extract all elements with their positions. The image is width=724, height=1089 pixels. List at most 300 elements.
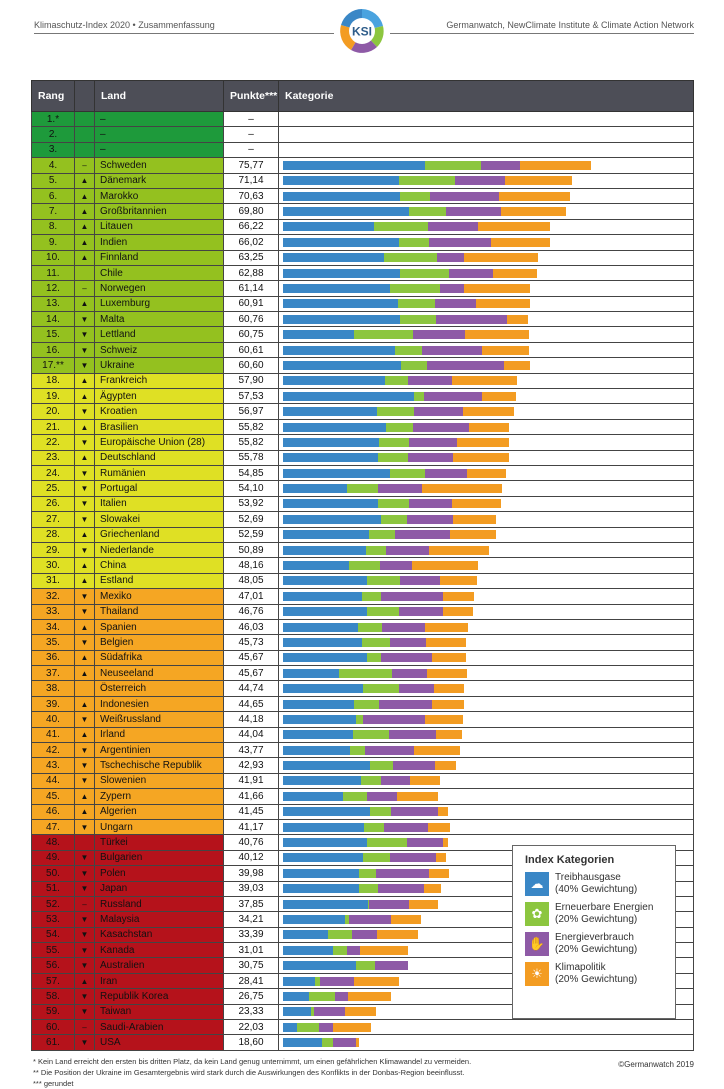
bar-treibhausgase	[283, 576, 367, 585]
score-cell: 55,82	[224, 419, 279, 434]
bar-klimapolitik	[520, 161, 591, 170]
score-cell: 70,63	[224, 188, 279, 203]
trend-cell: –	[75, 896, 95, 911]
rank-cell: 38.	[32, 681, 75, 696]
rank-cell: 8.	[32, 219, 75, 234]
bar-klimapolitik	[491, 238, 550, 247]
bar-treibhausgase	[283, 515, 381, 524]
category-bar	[283, 823, 693, 832]
bar-energieverbrauch	[409, 499, 452, 508]
country-cell: Slowakei	[95, 512, 224, 527]
category-bar	[283, 592, 693, 601]
cloud-icon: ☁	[525, 872, 549, 896]
score-cell: 18,60	[224, 1035, 279, 1050]
energy-hand-icon: ✋	[525, 932, 549, 956]
bar-klimapolitik	[426, 638, 466, 647]
table-header-row	[32, 81, 694, 112]
rank-cell: 47.	[32, 819, 75, 834]
footnote-3: *** gerundet	[33, 1079, 74, 1088]
category-bar-cell	[279, 804, 694, 819]
bar-erneuerbare	[374, 222, 428, 231]
table-row	[32, 465, 694, 480]
score-cell: 57,90	[224, 373, 279, 388]
rank-cell: 41.	[32, 727, 75, 742]
bar-klimapolitik	[457, 438, 509, 447]
rank-cell: 39.	[32, 696, 75, 711]
col-punkte: Punkte***	[224, 81, 279, 112]
category-bar	[283, 438, 693, 447]
trend-cell: ▲	[75, 619, 95, 634]
country-cell: Chile	[95, 265, 224, 280]
rank-cell: 29.	[32, 542, 75, 557]
category-bar	[283, 530, 693, 539]
bar-klimapolitik	[412, 561, 478, 570]
category-bar-cell	[279, 758, 694, 773]
score-cell: 26,75	[224, 989, 279, 1004]
bar-energieverbrauch	[408, 376, 452, 385]
trend-cell: ▲	[75, 573, 95, 588]
bar-energieverbrauch	[376, 869, 429, 878]
bar-erneuerbare	[398, 299, 435, 308]
bar-erneuerbare	[381, 515, 407, 524]
category-bar	[283, 746, 693, 755]
category-bar-cell	[279, 173, 694, 188]
bar-energieverbrauch	[390, 638, 426, 647]
trend-cell: ▲	[75, 188, 95, 203]
bar-treibhausgase	[283, 761, 370, 770]
bar-erneuerbare	[354, 330, 413, 339]
category-bar	[283, 161, 693, 170]
col-land: Land	[95, 81, 224, 112]
category-bar	[283, 115, 693, 124]
bar-treibhausgase	[283, 561, 349, 570]
category-bar-cell	[279, 235, 694, 250]
score-cell: 42,93	[224, 758, 279, 773]
category-bar	[283, 776, 693, 785]
bar-treibhausgase	[283, 161, 425, 170]
country-cell: China	[95, 558, 224, 573]
bar-energieverbrauch	[393, 761, 435, 770]
category-bar	[283, 1023, 693, 1032]
bar-erneuerbare	[386, 423, 413, 432]
score-cell: 37,85	[224, 896, 279, 911]
score-cell: 41,91	[224, 773, 279, 788]
country-cell: Japan	[95, 881, 224, 896]
score-cell: 71,14	[224, 173, 279, 188]
bar-erneuerbare	[353, 730, 389, 739]
bar-energieverbrauch	[455, 176, 505, 185]
category-bar	[283, 222, 693, 231]
table-row	[32, 558, 694, 573]
bar-klimapolitik	[464, 284, 530, 293]
bar-energieverbrauch	[314, 1007, 345, 1016]
rank-cell: 36.	[32, 650, 75, 665]
bar-erneuerbare	[395, 346, 422, 355]
bar-erneuerbare	[322, 1038, 333, 1047]
bar-energieverbrauch	[381, 592, 443, 601]
rank-cell: 26.	[32, 496, 75, 511]
bar-klimapolitik	[435, 761, 456, 770]
trend-cell: ▼	[75, 881, 95, 896]
rank-cell: 14.	[32, 312, 75, 327]
bar-treibhausgase	[283, 1038, 322, 1047]
table-row	[32, 789, 694, 804]
bar-klimapolitik	[452, 499, 501, 508]
bar-treibhausgase	[283, 284, 390, 293]
col-kategorie: Kategorie	[279, 81, 694, 112]
country-cell: Mexiko	[95, 589, 224, 604]
country-cell: Republik Korea	[95, 989, 224, 1004]
bar-treibhausgase	[283, 869, 359, 878]
bar-klimapolitik	[425, 623, 468, 632]
table-row	[32, 219, 694, 234]
rank-cell: 43.	[32, 758, 75, 773]
bar-klimapolitik	[432, 700, 464, 709]
bar-energieverbrauch	[422, 346, 482, 355]
score-cell: 60,60	[224, 358, 279, 373]
bar-energieverbrauch	[409, 438, 457, 447]
category-bar-cell	[279, 281, 694, 296]
bar-energieverbrauch	[449, 269, 493, 278]
legend-item	[525, 962, 675, 986]
trend-cell: ▼	[75, 866, 95, 881]
country-cell: Bulgarien	[95, 850, 224, 865]
category-bar	[283, 1038, 693, 1047]
category-bar	[283, 792, 693, 801]
trend-cell: ▲	[75, 204, 95, 219]
trend-cell: ▼	[75, 773, 95, 788]
bar-treibhausgase	[283, 253, 384, 262]
table-row	[32, 696, 694, 711]
legend-label-weight: (40% Gewichtung)	[555, 884, 638, 895]
score-cell: 39,98	[224, 866, 279, 881]
country-cell: Lettland	[95, 327, 224, 342]
bar-erneuerbare	[358, 623, 382, 632]
trend-cell: –	[75, 281, 95, 296]
table-row	[32, 142, 694, 157]
trend-cell: ▼	[75, 589, 95, 604]
rank-cell: 2.	[32, 127, 75, 142]
rank-cell: 56.	[32, 958, 75, 973]
bar-treibhausgase	[283, 792, 343, 801]
category-bar-cell	[279, 327, 694, 342]
bar-klimapolitik	[493, 269, 537, 278]
legend-item	[525, 932, 675, 956]
legend-label	[555, 902, 653, 926]
table-row	[32, 819, 694, 834]
rank-cell: 18.	[32, 373, 75, 388]
bar-klimapolitik	[360, 946, 408, 955]
header-right-text: Germanwatch, NewClimate Institute & Climate Action Network	[446, 20, 694, 30]
logo-text: KSI	[351, 24, 373, 39]
bar-treibhausgase	[283, 499, 378, 508]
trend-cell: ▼	[75, 712, 95, 727]
rank-cell: 20.	[32, 404, 75, 419]
rank-cell: 48.	[32, 835, 75, 850]
bar-treibhausgase	[283, 684, 363, 693]
category-bar	[283, 269, 693, 278]
bar-treibhausgase	[283, 915, 345, 924]
category-bar	[283, 761, 693, 770]
rank-cell: 23.	[32, 450, 75, 465]
rank-cell: 28.	[32, 527, 75, 542]
trend-cell: ▲	[75, 650, 95, 665]
legend-title: Index Kategorien	[525, 854, 615, 866]
bar-erneuerbare	[349, 561, 380, 570]
rank-cell: 10.	[32, 250, 75, 265]
table-row	[32, 296, 694, 311]
rank-cell: 12.	[32, 281, 75, 296]
country-cell: Russland	[95, 896, 224, 911]
bar-treibhausgase	[283, 176, 399, 185]
trend-cell: ▲	[75, 450, 95, 465]
rank-cell: 34.	[32, 619, 75, 634]
category-bar-cell	[279, 481, 694, 496]
bar-treibhausgase	[283, 607, 367, 616]
score-cell: 60,75	[224, 327, 279, 342]
bar-erneuerbare	[333, 946, 347, 955]
bar-erneuerbare	[370, 807, 391, 816]
trend-cell: ▼	[75, 943, 95, 958]
score-cell: 41,45	[224, 804, 279, 819]
legend-label-weight: (20% Gewichtung)	[555, 914, 638, 925]
legend-box	[512, 845, 676, 1019]
bar-klimapolitik	[409, 900, 438, 909]
bar-klimapolitik	[504, 361, 530, 370]
category-bar-cell	[279, 527, 694, 542]
copyright: ©Germanwatch 2019	[618, 1060, 694, 1069]
header-divider-right	[390, 33, 694, 34]
bar-energieverbrauch	[384, 823, 428, 832]
category-bar-cell	[279, 435, 694, 450]
rank-cell: 37.	[32, 666, 75, 681]
table-row	[32, 527, 694, 542]
legend-item	[525, 902, 675, 926]
trend-cell: ▲	[75, 727, 95, 742]
bar-treibhausgase	[283, 1023, 297, 1032]
country-cell: Niederlande	[95, 542, 224, 557]
score-cell: 46,03	[224, 619, 279, 634]
category-bar-cell	[279, 250, 694, 265]
table-row	[32, 496, 694, 511]
country-cell: Australien	[95, 958, 224, 973]
category-bar-cell	[279, 373, 694, 388]
trend-cell: ▼	[75, 512, 95, 527]
score-cell: 45,67	[224, 650, 279, 665]
country-cell: –	[95, 127, 224, 142]
bar-erneuerbare	[362, 592, 381, 601]
rank-cell: 22.	[32, 435, 75, 450]
rank-cell: 9.	[32, 235, 75, 250]
trend-cell: ▼	[75, 912, 95, 927]
country-cell: –	[95, 142, 224, 157]
bar-klimapolitik	[436, 730, 462, 739]
bar-erneuerbare	[377, 407, 414, 416]
bar-klimapolitik	[345, 1007, 376, 1016]
bar-treibhausgase	[283, 438, 379, 447]
category-bar-cell	[279, 542, 694, 557]
country-cell: Türkei	[95, 835, 224, 850]
bar-erneuerbare	[385, 376, 408, 385]
country-cell: Kanada	[95, 943, 224, 958]
bar-treibhausgase	[283, 207, 409, 216]
bar-klimapolitik	[434, 684, 464, 693]
trend-cell: ▼	[75, 481, 95, 496]
table-row	[32, 188, 694, 203]
bar-energieverbrauch	[428, 222, 478, 231]
bar-treibhausgase	[283, 453, 378, 462]
trend-cell	[75, 142, 95, 157]
category-bar	[283, 669, 693, 678]
country-cell: Irland	[95, 727, 224, 742]
col-trend	[75, 81, 95, 112]
country-cell: Polen	[95, 866, 224, 881]
score-cell: 47,01	[224, 589, 279, 604]
bar-klimapolitik	[397, 792, 438, 801]
bar-treibhausgase	[283, 192, 400, 201]
category-bar	[283, 284, 693, 293]
bar-energieverbrauch	[378, 884, 424, 893]
category-bar-cell	[279, 789, 694, 804]
category-bar-cell	[279, 465, 694, 480]
bar-treibhausgase	[283, 407, 377, 416]
rank-cell: 51.	[32, 881, 75, 896]
bar-energieverbrauch	[379, 700, 432, 709]
category-bar	[283, 684, 693, 693]
trend-cell	[75, 681, 95, 696]
rank-cell: 27.	[32, 512, 75, 527]
bar-erneuerbare	[367, 653, 381, 662]
category-bar-cell	[279, 696, 694, 711]
bar-klimapolitik	[410, 776, 440, 785]
table-row	[32, 342, 694, 357]
bar-energieverbrauch	[319, 1023, 333, 1032]
bar-klimapolitik	[438, 807, 448, 816]
category-bar-cell	[279, 512, 694, 527]
category-bar	[283, 730, 693, 739]
bar-energieverbrauch	[389, 730, 436, 739]
country-cell: Argentinien	[95, 743, 224, 758]
table-row	[32, 727, 694, 742]
score-cell: 60,76	[224, 312, 279, 327]
country-cell: Schweden	[95, 158, 224, 173]
rank-cell: 33.	[32, 604, 75, 619]
table-row	[32, 265, 694, 280]
bar-klimapolitik	[424, 884, 441, 893]
rank-cell: 7.	[32, 204, 75, 219]
rank-cell: 19.	[32, 389, 75, 404]
country-cell: USA	[95, 1035, 224, 1050]
category-bar	[283, 253, 693, 262]
table-row	[32, 773, 694, 788]
trend-cell: ▲	[75, 789, 95, 804]
bar-erneuerbare	[363, 684, 399, 693]
rank-cell: 46.	[32, 804, 75, 819]
bar-erneuerbare	[361, 776, 381, 785]
bar-erneuerbare	[367, 838, 407, 847]
bar-energieverbrauch	[437, 253, 464, 262]
trend-cell: ▼	[75, 758, 95, 773]
table-row	[32, 373, 694, 388]
score-cell: 33,39	[224, 927, 279, 942]
bar-treibhausgase	[283, 530, 369, 539]
bar-energieverbrauch	[333, 1038, 356, 1047]
country-cell: Kroatien	[95, 404, 224, 419]
trend-cell: ▼	[75, 743, 95, 758]
bar-treibhausgase	[283, 838, 367, 847]
category-bar-cell	[279, 112, 694, 127]
rank-cell: 31.	[32, 573, 75, 588]
trend-cell	[75, 127, 95, 142]
table-row	[32, 404, 694, 419]
country-cell: Litauen	[95, 219, 224, 234]
country-cell: Schweiz	[95, 342, 224, 357]
country-cell: Belgien	[95, 635, 224, 650]
category-bar	[283, 192, 693, 201]
leaf-icon: ✿	[525, 902, 549, 926]
score-cell: 63,25	[224, 250, 279, 265]
score-cell: 22,03	[224, 1020, 279, 1035]
score-cell: –	[224, 112, 279, 127]
country-cell: Spanien	[95, 619, 224, 634]
score-cell: 39,03	[224, 881, 279, 896]
bar-energieverbrauch	[335, 992, 348, 1001]
bar-energieverbrauch	[386, 546, 429, 555]
trend-cell: ▲	[75, 804, 95, 819]
score-cell: 54,10	[224, 481, 279, 496]
category-bar-cell	[279, 142, 694, 157]
country-cell: Brasilien	[95, 419, 224, 434]
bar-energieverbrauch	[427, 361, 504, 370]
rank-cell: 6.	[32, 188, 75, 203]
category-bar	[283, 299, 693, 308]
bar-energieverbrauch	[390, 853, 436, 862]
trend-cell: ▲	[75, 173, 95, 188]
bar-treibhausgase	[283, 330, 354, 339]
bar-energieverbrauch	[363, 715, 425, 724]
rank-cell: 1.*	[32, 112, 75, 127]
bar-treibhausgase	[283, 638, 362, 647]
table-row	[32, 512, 694, 527]
score-cell: 50,89	[224, 542, 279, 557]
trend-cell: ▼	[75, 404, 95, 419]
bar-energieverbrauch	[352, 930, 377, 939]
bar-treibhausgase	[283, 807, 370, 816]
trend-cell: ▼	[75, 958, 95, 973]
category-bar	[283, 238, 693, 247]
bar-erneuerbare	[414, 392, 424, 401]
rank-cell: 16.	[32, 342, 75, 357]
table-row	[32, 419, 694, 434]
trend-cell: ▲	[75, 973, 95, 988]
trend-cell: ▼	[75, 1004, 95, 1019]
table-row	[32, 312, 694, 327]
category-bar-cell	[279, 404, 694, 419]
bar-energieverbrauch	[413, 423, 469, 432]
table-row	[32, 804, 694, 819]
bar-treibhausgase	[283, 392, 414, 401]
rank-cell: 3.	[32, 142, 75, 157]
bar-klimapolitik	[414, 746, 460, 755]
score-cell: 31,01	[224, 943, 279, 958]
trend-cell: ▼	[75, 496, 95, 511]
bar-klimapolitik	[427, 669, 467, 678]
legend-label-name: Erneuerbare Energien	[555, 902, 654, 913]
bar-klimapolitik	[476, 299, 530, 308]
bar-klimapolitik	[450, 530, 496, 539]
rank-cell: 52.	[32, 896, 75, 911]
score-cell: 66,02	[224, 235, 279, 250]
